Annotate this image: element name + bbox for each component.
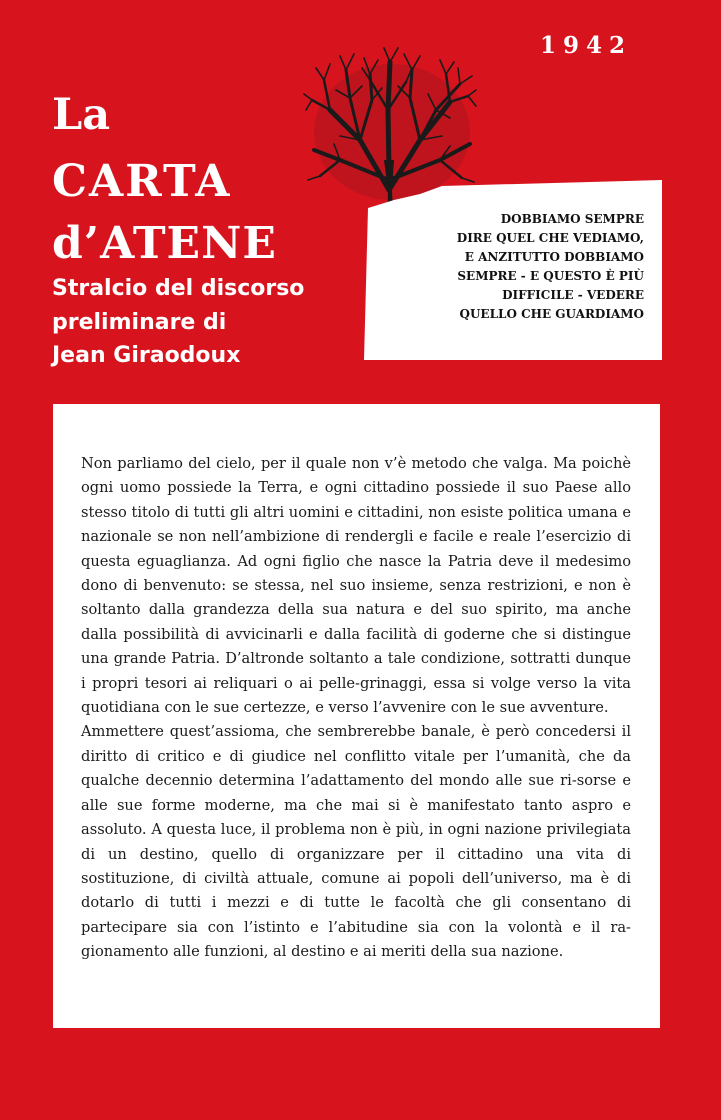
subtitle-line-3: Jean Giraodoux xyxy=(52,343,241,368)
quote-line: DIFFICILE - VEDERE xyxy=(502,288,644,302)
quote-box xyxy=(362,174,662,362)
title-line-carta: CARTA xyxy=(52,156,232,207)
subtitle-line-1: Stralcio del discorso xyxy=(52,276,305,301)
title-line-la: La xyxy=(52,90,111,140)
quote-line: QUELLO CHE GUARDIAMO xyxy=(459,307,644,321)
quote-line: DOBBIAMO SEMPRE xyxy=(500,212,644,226)
title-line-atene: d’ATENE xyxy=(52,218,277,269)
body-paragraph-2: Ammettere quest’assioma, che sembrerebbe banale, è però concedersi il diritto di critico e di giudice nel conflitto vitale per l’umanità, che da qualche decennio determina l’adattamento del mondo alle sue ri-sorse e alle sue forme moderne, ma che mai si è manifestato tanto aspro e assoluto. A questa luce, il problema non è più, in ogni nazione privilegiata di un destino, quello di organizzare per il cittadino una vita di sostituzione, di civiltà attuale, comune ai popoli dell’universo, ma è di dotarlo di tutti i mezzi e di tutte le facoltà che gli consentano di partecipare sia con l’istinto e l’abitudine sia con la volontà e il ra-gionamento alle funzioni, al destino e ai meriti della sua nazione. xyxy=(81,723,631,961)
subtitle-line-2: preliminare di xyxy=(52,310,227,335)
quote-line: DIRE QUEL CHE VEDIAMO, xyxy=(456,231,644,245)
quote-line: SEMPRE - E QUESTO È PIÙ xyxy=(457,269,644,283)
body-paragraph-1: Non parliamo del cielo, per il quale non v’è metodo che valga. Ma poichè ogni uomo possiede la Terra, e ogni cittadino possiede il suo Paese allo stesso titolo di tutti gli altri uomini e cittadini, non esiste politica umana e nazionale se non nell’ambizione di rendergli e facile e reale l’esercizio di questa eguaglianza. Ad ogni figlio che nasce la Patria deve il medesimo dono di benvenuto: se stessa, nel suo insieme, senza restrizioni, e non è soltanto dalla grandezza della sua natura e del suo spirito, ma anche dalla possibilità di avvicinarli e dalla facilità di goderne che si distingue una grande Patria. D’altronde soltanto a tale condizione, sottratti dunque i propri tesori ai reliquari o ai pelle-grinaggi, essa si volge verso la vita quotidiana con le sue certezze, e verso l’avvenire con le sue avventure. xyxy=(81,455,631,717)
body-text xyxy=(81,452,631,965)
quote-text xyxy=(374,210,644,324)
body-panel xyxy=(53,404,660,1028)
quote-line: E ANZITUTTO DOBBIAMO xyxy=(464,250,644,264)
year: 1942 xyxy=(540,32,633,59)
